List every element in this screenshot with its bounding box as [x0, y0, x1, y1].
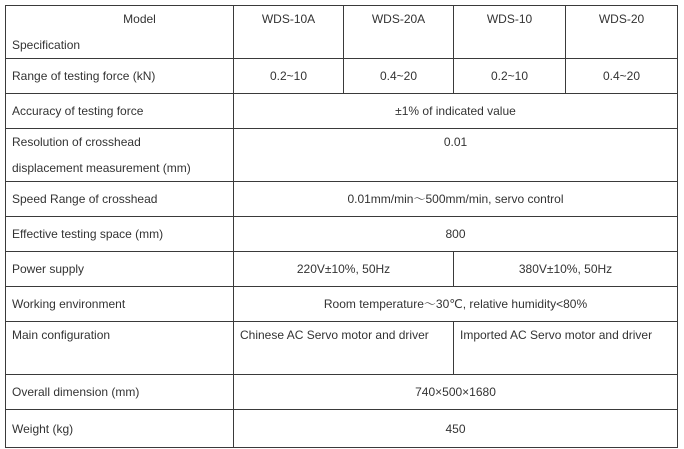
range-value-wds-20a: 0.4~20: [344, 59, 454, 94]
row-label-weight: Weight (kg): [6, 410, 234, 448]
power-value-standard-models: 380V±10%, 50Hz: [454, 252, 678, 287]
range-value-wds-20: 0.4~20: [566, 59, 678, 94]
config-value-a-models: Chinese AC Servo motor and driver: [234, 322, 454, 375]
space-value: 800: [234, 217, 678, 252]
header-row: [6, 6, 678, 59]
range-value-wds-10: 0.2~10: [454, 59, 566, 94]
dimension-value: 740×500×1680: [234, 375, 678, 410]
row-label-dimension: Overall dimension (mm): [6, 375, 234, 410]
model-header-wds-10a: WDS-10A: [234, 6, 344, 59]
range-value-wds-10a: 0.2~10: [234, 59, 344, 94]
table-row-weight: [6, 410, 678, 448]
header-model-spec-cell: [6, 6, 234, 59]
table-row-speed: [6, 182, 678, 217]
row-label-config: Main configuration: [6, 322, 234, 375]
table-row-environment: [6, 287, 678, 322]
row-label-accuracy: Accuracy of testing force: [6, 94, 234, 129]
model-header-wds-10: WDS-10: [454, 6, 566, 59]
specification-label: Specification: [12, 38, 81, 52]
speed-value: 0.01mm/min～500mm/min, servo control: [234, 182, 678, 217]
environment-value: Room temperature～30℃, relative humidity<80%: [234, 287, 678, 322]
row-label-range: Range of testing force (kN): [6, 59, 234, 94]
model-header-wds-20: WDS-20: [566, 6, 678, 59]
resolution-label-line2: displacement measurement (mm): [12, 161, 191, 175]
model-label: Model: [123, 12, 156, 26]
table-row-range: [6, 59, 678, 94]
weight-value: 450: [234, 410, 678, 448]
row-label-power: Power supply: [6, 252, 234, 287]
table-row-resolution: [6, 129, 678, 182]
row-label-resolution: [6, 129, 234, 182]
config-value-standard-models: Imported AC Servo motor and driver: [454, 322, 678, 375]
table-row-config: [6, 322, 678, 375]
resolution-value: 0.01: [234, 129, 678, 182]
table-row-space: [6, 217, 678, 252]
specification-table: [5, 5, 678, 448]
resolution-label-line1: Resolution of crosshead: [12, 135, 141, 149]
power-value-a-models: 220V±10%, 50Hz: [234, 252, 454, 287]
accuracy-value: ±1% of indicated value: [234, 94, 678, 129]
table-row-accuracy: [6, 94, 678, 129]
row-label-space: Effective testing space (mm): [6, 217, 234, 252]
table-row-power: [6, 252, 678, 287]
table-row-dimension: [6, 375, 678, 410]
model-header-wds-20a: WDS-20A: [344, 6, 454, 59]
row-label-speed: Speed Range of crosshead: [6, 182, 234, 217]
row-label-environment: Working environment: [6, 287, 234, 322]
